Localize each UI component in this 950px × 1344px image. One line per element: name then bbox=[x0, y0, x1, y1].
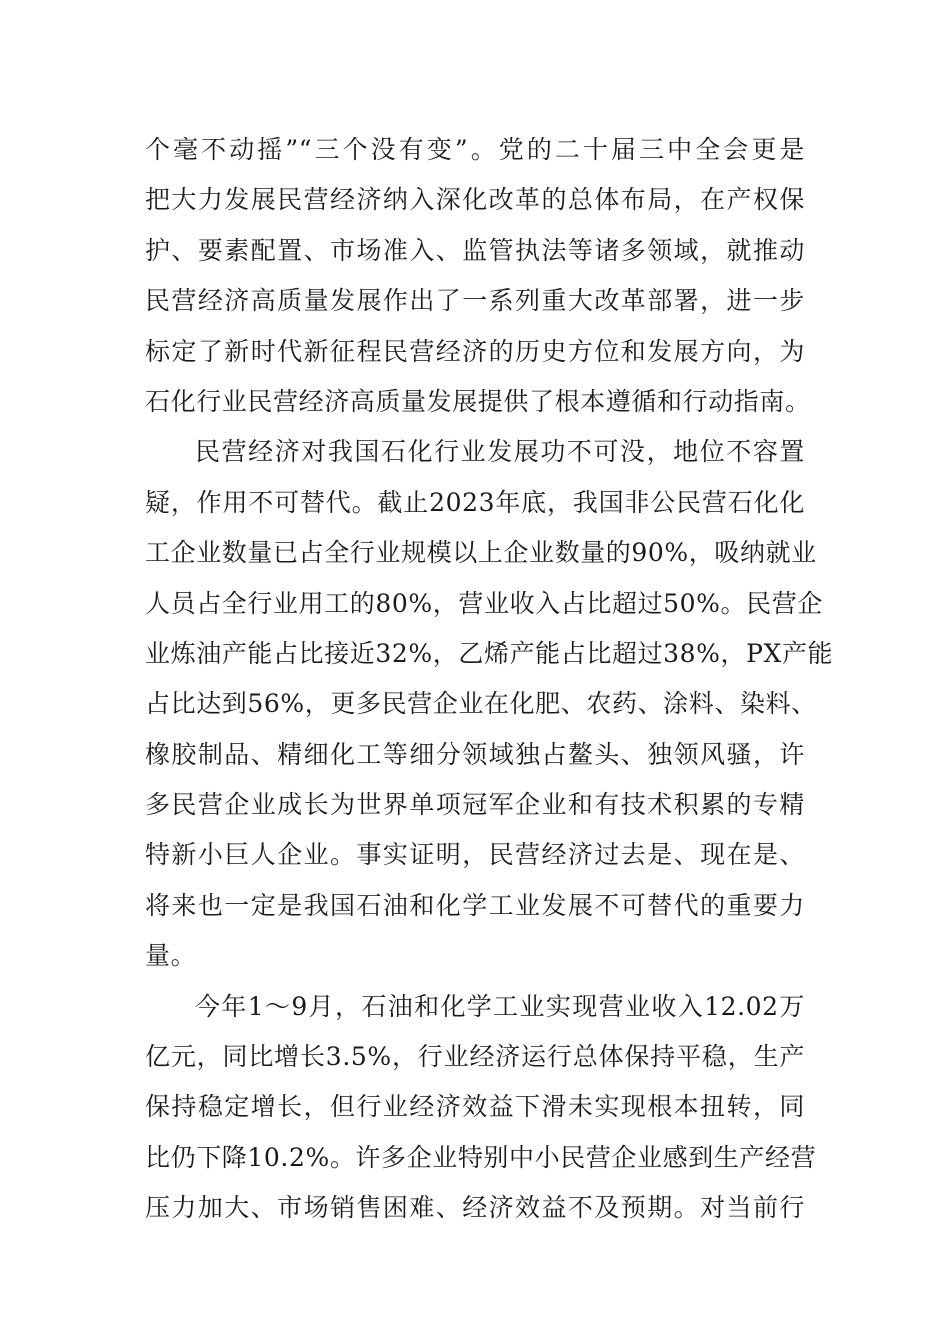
paragraph-1-line-4: 民营经济高质量发展作出了一系列重大改革部署，进一步 bbox=[145, 286, 805, 316]
paragraph-2-line-8: 多民营企业成长为世界单项冠军企业和有技术积累的专精 bbox=[145, 790, 805, 820]
paragraph-2-line-6: 占比达到56%，更多民营企业在化肥、农药、涂料、染料、 bbox=[145, 689, 817, 719]
paragraph-2-line-4: 人员占全行业用工的80%，营业收入占比超过50%。民营企 bbox=[145, 588, 823, 618]
paragraph-2-line-9: 特新小巨人企业。事实证明，民营经济过去是、现在是、 bbox=[145, 840, 805, 870]
paragraph-1-line-2: 把大力发展民营经济纳入深化改革的总体布局，在产权保 bbox=[145, 185, 805, 215]
paragraph-2-line-2: 疑，作用不可替代。截止2023年底，我国非公民营石化化 bbox=[145, 487, 805, 517]
paragraph-2-line-5: 业炼油产能占比接近32%，乙烯产能占比超过38%，PX产能 bbox=[145, 638, 834, 668]
paragraph-1-line-3: 护、要素配置、市场准入、监管执法等诸多领域，就推动 bbox=[145, 235, 805, 265]
paragraph-2-line-1: 民营经济对我国石化行业发展功不可没，地位不容置 bbox=[195, 437, 805, 467]
paragraph-2-line-10: 将来也一定是我国石油和化学工业发展不可替代的重要力 bbox=[145, 890, 805, 920]
paragraph-2-line-3: 工企业数量已占全行业规模以上企业数量的90%，吸纳就业 bbox=[145, 538, 817, 568]
paragraph-2-line-11: 量。 bbox=[145, 941, 197, 971]
document-body bbox=[145, 125, 834, 1234]
paragraph-3-line-3: 保持稳定增长，但行业经济效益下滑未实现根本扭转，同 bbox=[145, 1092, 805, 1122]
paragraph-3-line-2: 亿元，同比增长3.5%，行业经济运行总体保持平稳，生产 bbox=[145, 1042, 805, 1072]
paragraph-1-line-5: 标定了新时代新征程民营经济的历史方位和发展方向，为 bbox=[145, 336, 805, 366]
paragraph-2-line-7: 橡胶制品、精细化工等细分领域独占鳌头、独领风骚，许 bbox=[145, 739, 805, 769]
paragraph-3-line-5: 压力加大、市场销售困难、经济效益不及预期。对当前行 bbox=[145, 1193, 805, 1223]
paragraph-3-line-4: 比仍下降10.2%。许多企业特别中小民营企业感到生产经营 bbox=[145, 1142, 817, 1172]
paragraph-1-line-1: 个毫不动摇”“三个没有变”。党的二十届三中全会更是 bbox=[145, 135, 805, 164]
paragraph-1-line-6: 石化行业民营经济高质量发展提供了根本遵循和行动指南。 bbox=[145, 386, 811, 416]
paragraph-3-line-1: 今年1～9月，石油和化学工业实现营业收入12.02万 bbox=[195, 991, 805, 1021]
